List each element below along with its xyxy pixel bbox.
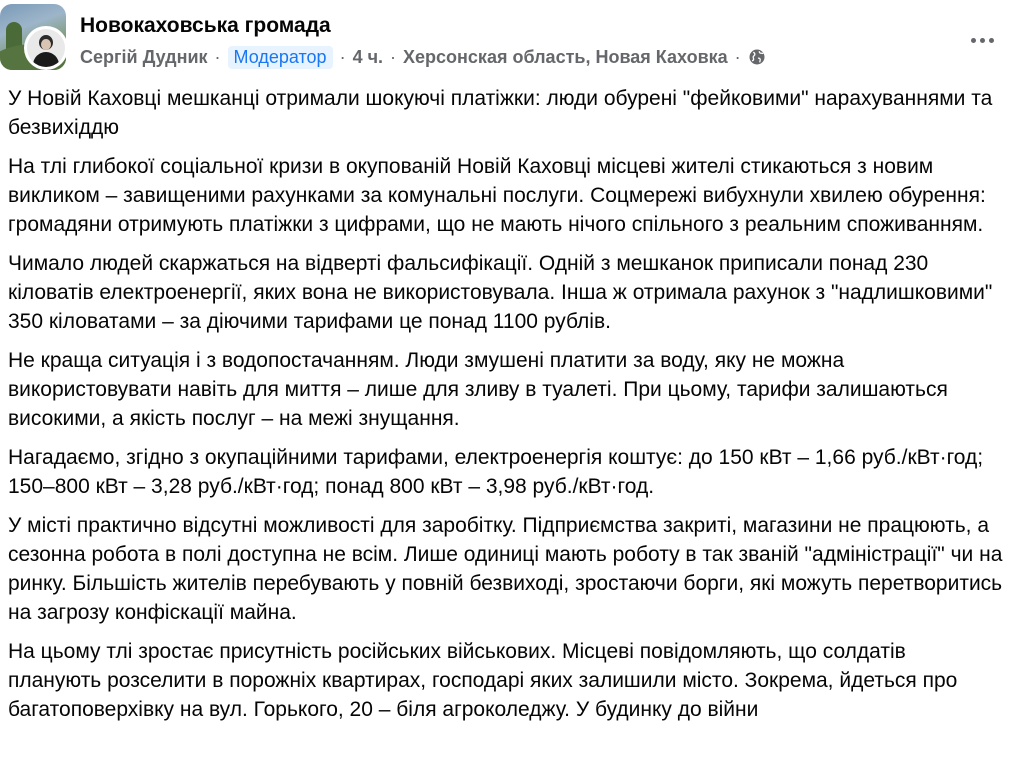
post-paragraph: Не краща ситуація і з водопостачанням. Люди змушені платити за воду, яку не можна використовувати навіть для миття – лише для зливу в туалеті. При цьому, тарифи залишаються високими, а якість послуг – на межі знущання. <box>8 349 948 430</box>
moderator-badge[interactable]: Модератор <box>228 46 333 69</box>
post-paragraph: У місті практично відсутні можливості для заробітку. Підприємства закриті, магазини не працюють, а сезонна робота в полі доступна не всім. Лише одиниці мають роботу в так званій "адміністрації" чи на ринку. Більшість жителів перебувають у повній безвиході, зростаючи борги, які можуть перетворитись на загрозу конфіскації майна. <box>8 514 1003 624</box>
meta-separator: · <box>339 46 346 67</box>
post-paragraph: У Новій Каховці мешканці отримали шокуючі платіжки: люди обурені "фейковими" нарахуваннями та безвихіддю <box>8 87 993 139</box>
post-paragraph: На цьому тлі зростає присутність російських військових. Місцеві повідомляють, що солдатів планують розселити в порожніх квартирах, господарі яких залишили місто. Зокрема, йдеться про багатоповерхівку на вул. Горького, 20 – біля агроколеджу. У будинку до війни <box>8 640 958 721</box>
avatar-shoulders <box>33 52 59 67</box>
more-options-icon <box>980 38 985 43</box>
post-location-link[interactable]: Херсонская область, Новая Каховка <box>403 46 728 67</box>
globe-icon[interactable] <box>748 48 766 66</box>
post-paragraph: Нагадаємо, згідно з окупаційними тарифами, електроенергія коштує: до 150 кВт – 1,66 руб./кВт·год; 150–800 кВт – 3,28 руб./кВт·год; понад 800 кВт – 3,98 руб./кВт·год. <box>8 446 984 498</box>
post-body <box>8 84 1004 734</box>
post-paragraph: Чимало людей скаржаться на відверті фальсифікації. Одній з мешканок приписали понад 230 кіловатів електроенергії, яких вона не використовувала. Інша ж отримала рахунок з "надлишковими" 350 кіловатами – за діючими тарифами це понад 1100 рублів. <box>8 252 993 333</box>
more-options-button[interactable] <box>964 22 1000 58</box>
author-name-link[interactable]: Сергій Дудник <box>80 46 208 67</box>
meta-separator: · <box>390 46 397 67</box>
post-meta <box>80 46 766 68</box>
more-options-icon <box>971 38 976 43</box>
author-avatar[interactable] <box>24 26 68 70</box>
post-header <box>0 0 1014 78</box>
meta-separator: · <box>734 46 741 67</box>
post-paragraph: На тлі глибокої соціальної кризи в окупованій Новій Каховці місцеві жителі стикаються з новим викликом – завищеними рахунками за комунальні послуги. Соцмережі вибухнули хвилею обурення: громадяни отримують платіжки з цифрами, що не мають нічого спільного з реальним споживанням. <box>8 155 986 236</box>
group-name-link[interactable]: Новокаховська громада <box>80 14 331 37</box>
post-time-link[interactable]: 4 ч. <box>352 46 384 67</box>
avatar-face <box>41 39 51 50</box>
meta-separator: · <box>214 46 221 67</box>
more-options-icon <box>989 38 994 43</box>
author-avatar-photo <box>27 29 65 67</box>
